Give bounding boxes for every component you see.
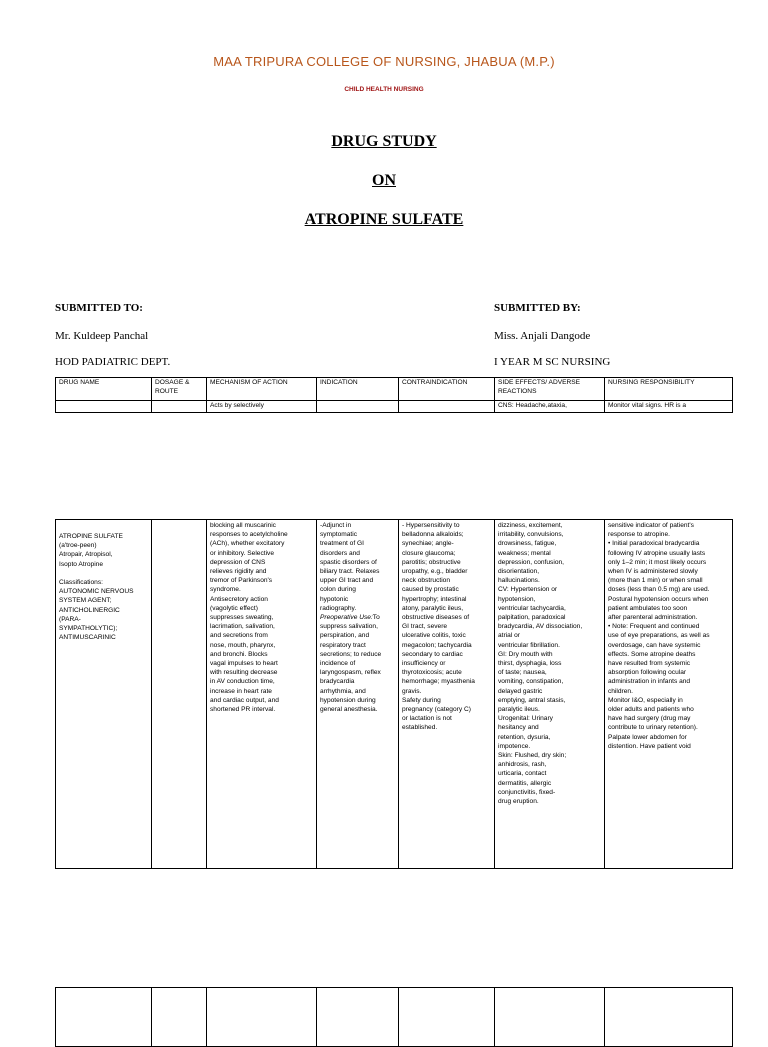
cell-text-line: spastic disorders of — [320, 558, 377, 566]
cell-text-line: after parenteral administration. — [608, 614, 698, 622]
indication-cell — [317, 520, 399, 869]
cell-text-line: pregnancy (category C) — [402, 706, 471, 714]
cell-text-line: arrhythmia, and — [320, 687, 366, 695]
cell-text-line: Atropair, Atropisol, — [59, 551, 113, 559]
drug-table-header — [55, 377, 733, 413]
submitted-by-label: SUBMITTED BY: — [494, 302, 581, 314]
cell-text-line: bradycardia — [320, 678, 355, 686]
submitted-to-dept: HOD PADIATRIC DEPT. — [55, 356, 171, 368]
cell-text-line: • Note: Frequent and continued — [608, 623, 700, 631]
cell-text-line: delayed gastric — [498, 687, 543, 695]
department-name: CHILD HEALTH NURSING — [344, 86, 424, 93]
header-drug-name: DRUG NAME — [56, 378, 152, 401]
title-drug-study: DRUG STUDY — [331, 133, 437, 150]
cell-text-line: paralytic ileus. — [498, 706, 540, 714]
header-indication: INDICATION — [317, 378, 399, 401]
cell-text-line: children. — [608, 687, 633, 695]
cell-text-line: gravis. — [402, 687, 422, 695]
cell-text-line: thirst, dysphagia, loss — [498, 660, 562, 668]
cell-text-line: established. — [402, 724, 438, 732]
cell-text-line: AUTONOMIC NERVOUS — [59, 588, 134, 596]
header-contraindication: CONTRAINDICATION — [399, 378, 495, 401]
cell-text-line: conjunctivitis, fixed- — [498, 788, 556, 796]
submitted-by-name: Miss. Anjali Dangode — [494, 330, 591, 342]
cell-text-line: blocking all muscarinic — [210, 522, 276, 529]
cell-text-line: hypotension during — [320, 696, 376, 704]
row1-mechanism: Acts by selectively — [207, 401, 317, 413]
cell-text-line: GI: Dry mouth with — [498, 650, 553, 658]
cell-text-line: vagal impulses to heart — [210, 660, 278, 668]
row1-contra — [399, 401, 495, 413]
cell-text-line: hallucinations. — [498, 577, 540, 585]
table-row — [56, 520, 733, 869]
table-row — [56, 988, 733, 1047]
drug-table-body — [55, 519, 733, 869]
cell-text-line: treatment of GI — [320, 540, 364, 548]
cell-text-line: hemorrhage; myasthenia — [402, 678, 475, 686]
cell-text-line: weakness; mental — [498, 549, 551, 557]
cell-text-line: secretions; to reduce — [320, 650, 382, 658]
side-effect-lines — [498, 521, 601, 806]
cell-text-line: older adults and patients who — [608, 706, 694, 714]
cell-text-line: and secretions from — [210, 632, 268, 640]
empty-cell — [399, 988, 495, 1047]
contraindication-cell — [399, 520, 495, 869]
cell-text-line: retention, dysuria, — [498, 733, 551, 741]
cell-text-line: distention. Have patient void — [608, 742, 691, 750]
cell-text-line: thyrotoxicosis; acute — [402, 669, 462, 677]
cell-text-line: Palpate lower abdomen for — [608, 733, 687, 741]
header-mechanism: MECHANISM OF ACTION — [207, 378, 317, 401]
cell-text-line: sensitive indicator of patient's — [608, 522, 694, 529]
cell-text-line: emptying, antral stasis, — [498, 696, 566, 704]
cell-text-line: of taste; nausea, — [498, 669, 547, 677]
empty-cell — [207, 988, 317, 1047]
cell-text-line: and bronchi. Blocks — [210, 650, 268, 658]
cell-text-line: urticaria, contact — [498, 770, 547, 778]
mechanism-lines — [210, 521, 313, 714]
side-effects-cell — [495, 520, 605, 869]
cell-text-line: Isopto Atropine — [59, 560, 103, 568]
empty-cell — [495, 988, 605, 1047]
cell-text-line: anhidrosis, rash, — [498, 761, 547, 769]
cell-text-line: drowsiness, fatigue, — [498, 540, 557, 548]
preoperative-to: To — [372, 614, 380, 622]
header-row — [56, 378, 733, 401]
cell-text-line: ANTICHOLINERGIC — [59, 606, 120, 614]
cell-text-line: Postural hypotension occurs when — [608, 595, 709, 603]
cell-text-line: • Initial paradoxical bradycardia — [608, 540, 700, 548]
cell-text-line: Skin: Flushed, dry skin; — [498, 752, 567, 760]
title-drug-name: ATROPINE SULFATE — [304, 211, 464, 228]
header-nursing: NURSING RESPONSIBILITY — [605, 378, 733, 401]
cell-text-line: tremor of Parkinson's — [210, 577, 273, 585]
cell-text-line: dermatitis, allergic — [498, 779, 552, 787]
title-on: ON — [372, 172, 396, 189]
cell-text-line: atrial or — [498, 632, 520, 640]
cell-text-line: patient ambulates too soon — [608, 604, 688, 612]
empty-cell — [317, 988, 399, 1047]
cell-text-line: (a'troe-peen) — [59, 542, 97, 550]
preoperative-label: Preoperative Use: — [320, 614, 373, 622]
cell-text-line: Monitor I&O, especially in — [608, 696, 683, 704]
cell-text-line: SYMPATHOLYTIC); — [59, 625, 118, 633]
cell-text-line: palpitation, paradoxical — [498, 614, 566, 622]
cell-text-line: synechiae; angle- — [402, 540, 454, 548]
cell-text-line: administration in infants and — [608, 678, 691, 686]
cell-text-line: disorders and — [320, 549, 360, 557]
cell-text-line: uropathy, e.g., bladder — [402, 568, 468, 576]
cell-text-line: contribute to urinary retention). — [608, 724, 698, 732]
dosage-cell — [152, 520, 207, 869]
cell-text-line: impotence. — [498, 742, 531, 750]
college-name: MAA TRIPURA COLLEGE OF NURSING, JHABUA (M.P.) — [213, 54, 555, 69]
drug-name-cell — [56, 520, 152, 869]
empty-cell — [605, 988, 733, 1047]
cell-text-line: caused by prostatic — [402, 586, 459, 594]
cell-text-line: insufficiency or — [402, 660, 446, 668]
cell-text-line: irritability, convulsions, — [498, 531, 564, 539]
cell-text-line: syndrome. — [210, 586, 241, 594]
cell-text-line: when IV is administered slowly — [608, 568, 698, 576]
cell-text-line: or lactation is not — [402, 715, 452, 723]
cell-text-line: belladonna alkaloids; — [402, 531, 464, 539]
cell-text-line: have had surgery (drug may — [608, 715, 691, 723]
row1-side-effects: CNS: Headache,ataxia, — [495, 401, 605, 413]
first-row — [56, 401, 733, 413]
cell-text-line: or inhibitory. Selective — [210, 549, 275, 557]
cell-text-line: overdosage, can have systemic — [608, 641, 701, 649]
nursing-lines — [608, 521, 729, 751]
cell-text-line: ulcerative colitis, toxic — [402, 632, 466, 640]
row1-nursing: Monitor vital signs. HR is a — [605, 401, 733, 413]
cell-text-line: (vagolytic effect) — [210, 604, 258, 612]
drug-table-continued — [55, 987, 733, 1047]
indication-lines-a — [320, 521, 395, 613]
cell-text-line: incidence of — [320, 660, 356, 668]
cell-text-line: parotitis; obstructive — [402, 558, 461, 566]
cell-text-line: perspiration, and — [320, 632, 370, 640]
row1-indication — [317, 401, 399, 413]
indication-lines-c — [320, 622, 395, 714]
cell-text-line: hypotension, — [498, 595, 536, 603]
cell-text-line: megacolon; tachycardia — [402, 641, 472, 649]
cell-text-line: depression of CNS — [210, 558, 266, 566]
cell-text-line: CV: Hypertension or — [498, 586, 558, 594]
cell-text-line: effects. Some atropine deaths — [608, 650, 696, 658]
cell-text-line: use of eye preparations, as well as — [608, 632, 710, 640]
cell-text-line: suppresses sweating, — [210, 614, 274, 622]
cell-text-line: GI tract, severe — [402, 623, 448, 631]
cell-text-line: - Hypersensitivity to — [402, 522, 460, 529]
cell-text-line: and cardiac output, and — [210, 696, 279, 704]
cell-text-line: secondary to cardiac — [402, 650, 463, 658]
cell-text-line: responses to acetylcholine — [210, 531, 288, 539]
cell-text-line: lacrimation, salivation, — [210, 623, 275, 631]
cell-text-line: Antisecretory action — [210, 595, 268, 603]
cell-text-line: with resulting decrease — [210, 669, 278, 677]
cell-text-line: colon during — [320, 586, 356, 594]
row1-dosage — [152, 401, 207, 413]
row1-drug — [56, 401, 152, 413]
cell-text-line: hesitancy and — [498, 724, 539, 732]
drug-name-lines — [59, 532, 148, 642]
cell-text-line: hypertrophy; intestinal — [402, 595, 467, 603]
cell-text-line: only 1–2 min; it most likely occurs — [608, 558, 707, 566]
cell-text-line: obstructive diseases of — [402, 614, 470, 622]
cell-text-line: respiratory tract — [320, 641, 366, 649]
submitted-to-label: SUBMITTED TO: — [55, 302, 143, 314]
cell-text-line: bradycardia, AV dissociation, — [498, 623, 583, 631]
cell-text-line: vomiting, constipation, — [498, 678, 564, 686]
cell-text-line: upper GI tract and — [320, 577, 374, 585]
cell-text-line: have resulted from systemic — [608, 660, 691, 668]
cell-text-line: nose, mouth, pharynx, — [210, 641, 276, 649]
cell-text-line: relieves rigidity and — [210, 568, 267, 576]
cell-text-line: Classifications: — [59, 579, 103, 587]
cell-text-line: biliary tract. Relaxes — [320, 568, 380, 576]
cell-text-line: suppress salivation, — [320, 623, 378, 631]
cell-text-line: disorientation, — [498, 568, 540, 576]
cell-text-line: symptomatic — [320, 531, 358, 539]
cell-text-line: laryngospasm, reflex — [320, 669, 381, 677]
empty-cell — [56, 988, 152, 1047]
cell-text-line: -Adjunct in — [320, 522, 352, 529]
mechanism-cell — [207, 520, 317, 869]
cell-text-line: depression, confusion, — [498, 558, 564, 566]
cell-text-line: ANTIMUSCARINIC — [59, 634, 116, 642]
cell-text-line: increase in heart rate — [210, 687, 272, 695]
cell-text-line: shortened PR interval. — [210, 706, 276, 714]
cell-text-line: (more than 1 min) or when small — [608, 577, 703, 585]
submitted-by-class: I YEAR M SC NURSING — [494, 356, 611, 368]
contra-lines — [402, 521, 491, 733]
cell-text-line: closure glaucoma; — [402, 549, 456, 557]
cell-text-line: (ACh), whether excitatory — [210, 540, 285, 548]
cell-text-line: neck obstruction — [402, 577, 451, 585]
cell-text-line: drug eruption. — [498, 798, 539, 806]
cell-text-line: (PARA- — [59, 615, 81, 623]
cell-text-line: Safety during — [402, 696, 441, 704]
nursing-cell — [605, 520, 733, 869]
cell-text-line: Urogenital: Urinary — [498, 715, 553, 723]
cell-text-line: response to atropine. — [608, 531, 670, 539]
cell-text-line: ventricular tachycardia, — [498, 604, 566, 612]
cell-text-line: general anesthesia. — [320, 706, 378, 714]
cell-text-line: hypotonic — [320, 595, 349, 603]
cell-text-line: SYSTEM AGENT; — [59, 597, 112, 605]
cell-text-line: ventricular fibrillation. — [498, 641, 560, 649]
cell-text-line: doses (less than 0.5 mg) are used. — [608, 586, 710, 594]
cell-text-line: radiography. — [320, 604, 357, 612]
empty-cell — [152, 988, 207, 1047]
header-dosage: DOSAGE & ROUTE — [152, 378, 207, 401]
cell-text-line: atony, paralytic ileus, — [402, 604, 464, 612]
cell-text-line: dizziness, excitement, — [498, 522, 563, 529]
cell-text-line: absorption following ocular — [608, 669, 687, 677]
header-side-effects: SIDE EFFECTS/ ADVERSE REACTIONS — [495, 378, 605, 401]
cell-text-line: in AV conduction time, — [210, 678, 275, 686]
cell-text-line: following IV atropine usually lasts — [608, 549, 706, 557]
cell-text-line: ATROPINE SULFATE — [59, 533, 123, 540]
cell-text-line — [59, 569, 148, 578]
submitted-to-name: Mr. Kuldeep Panchal — [55, 330, 149, 342]
